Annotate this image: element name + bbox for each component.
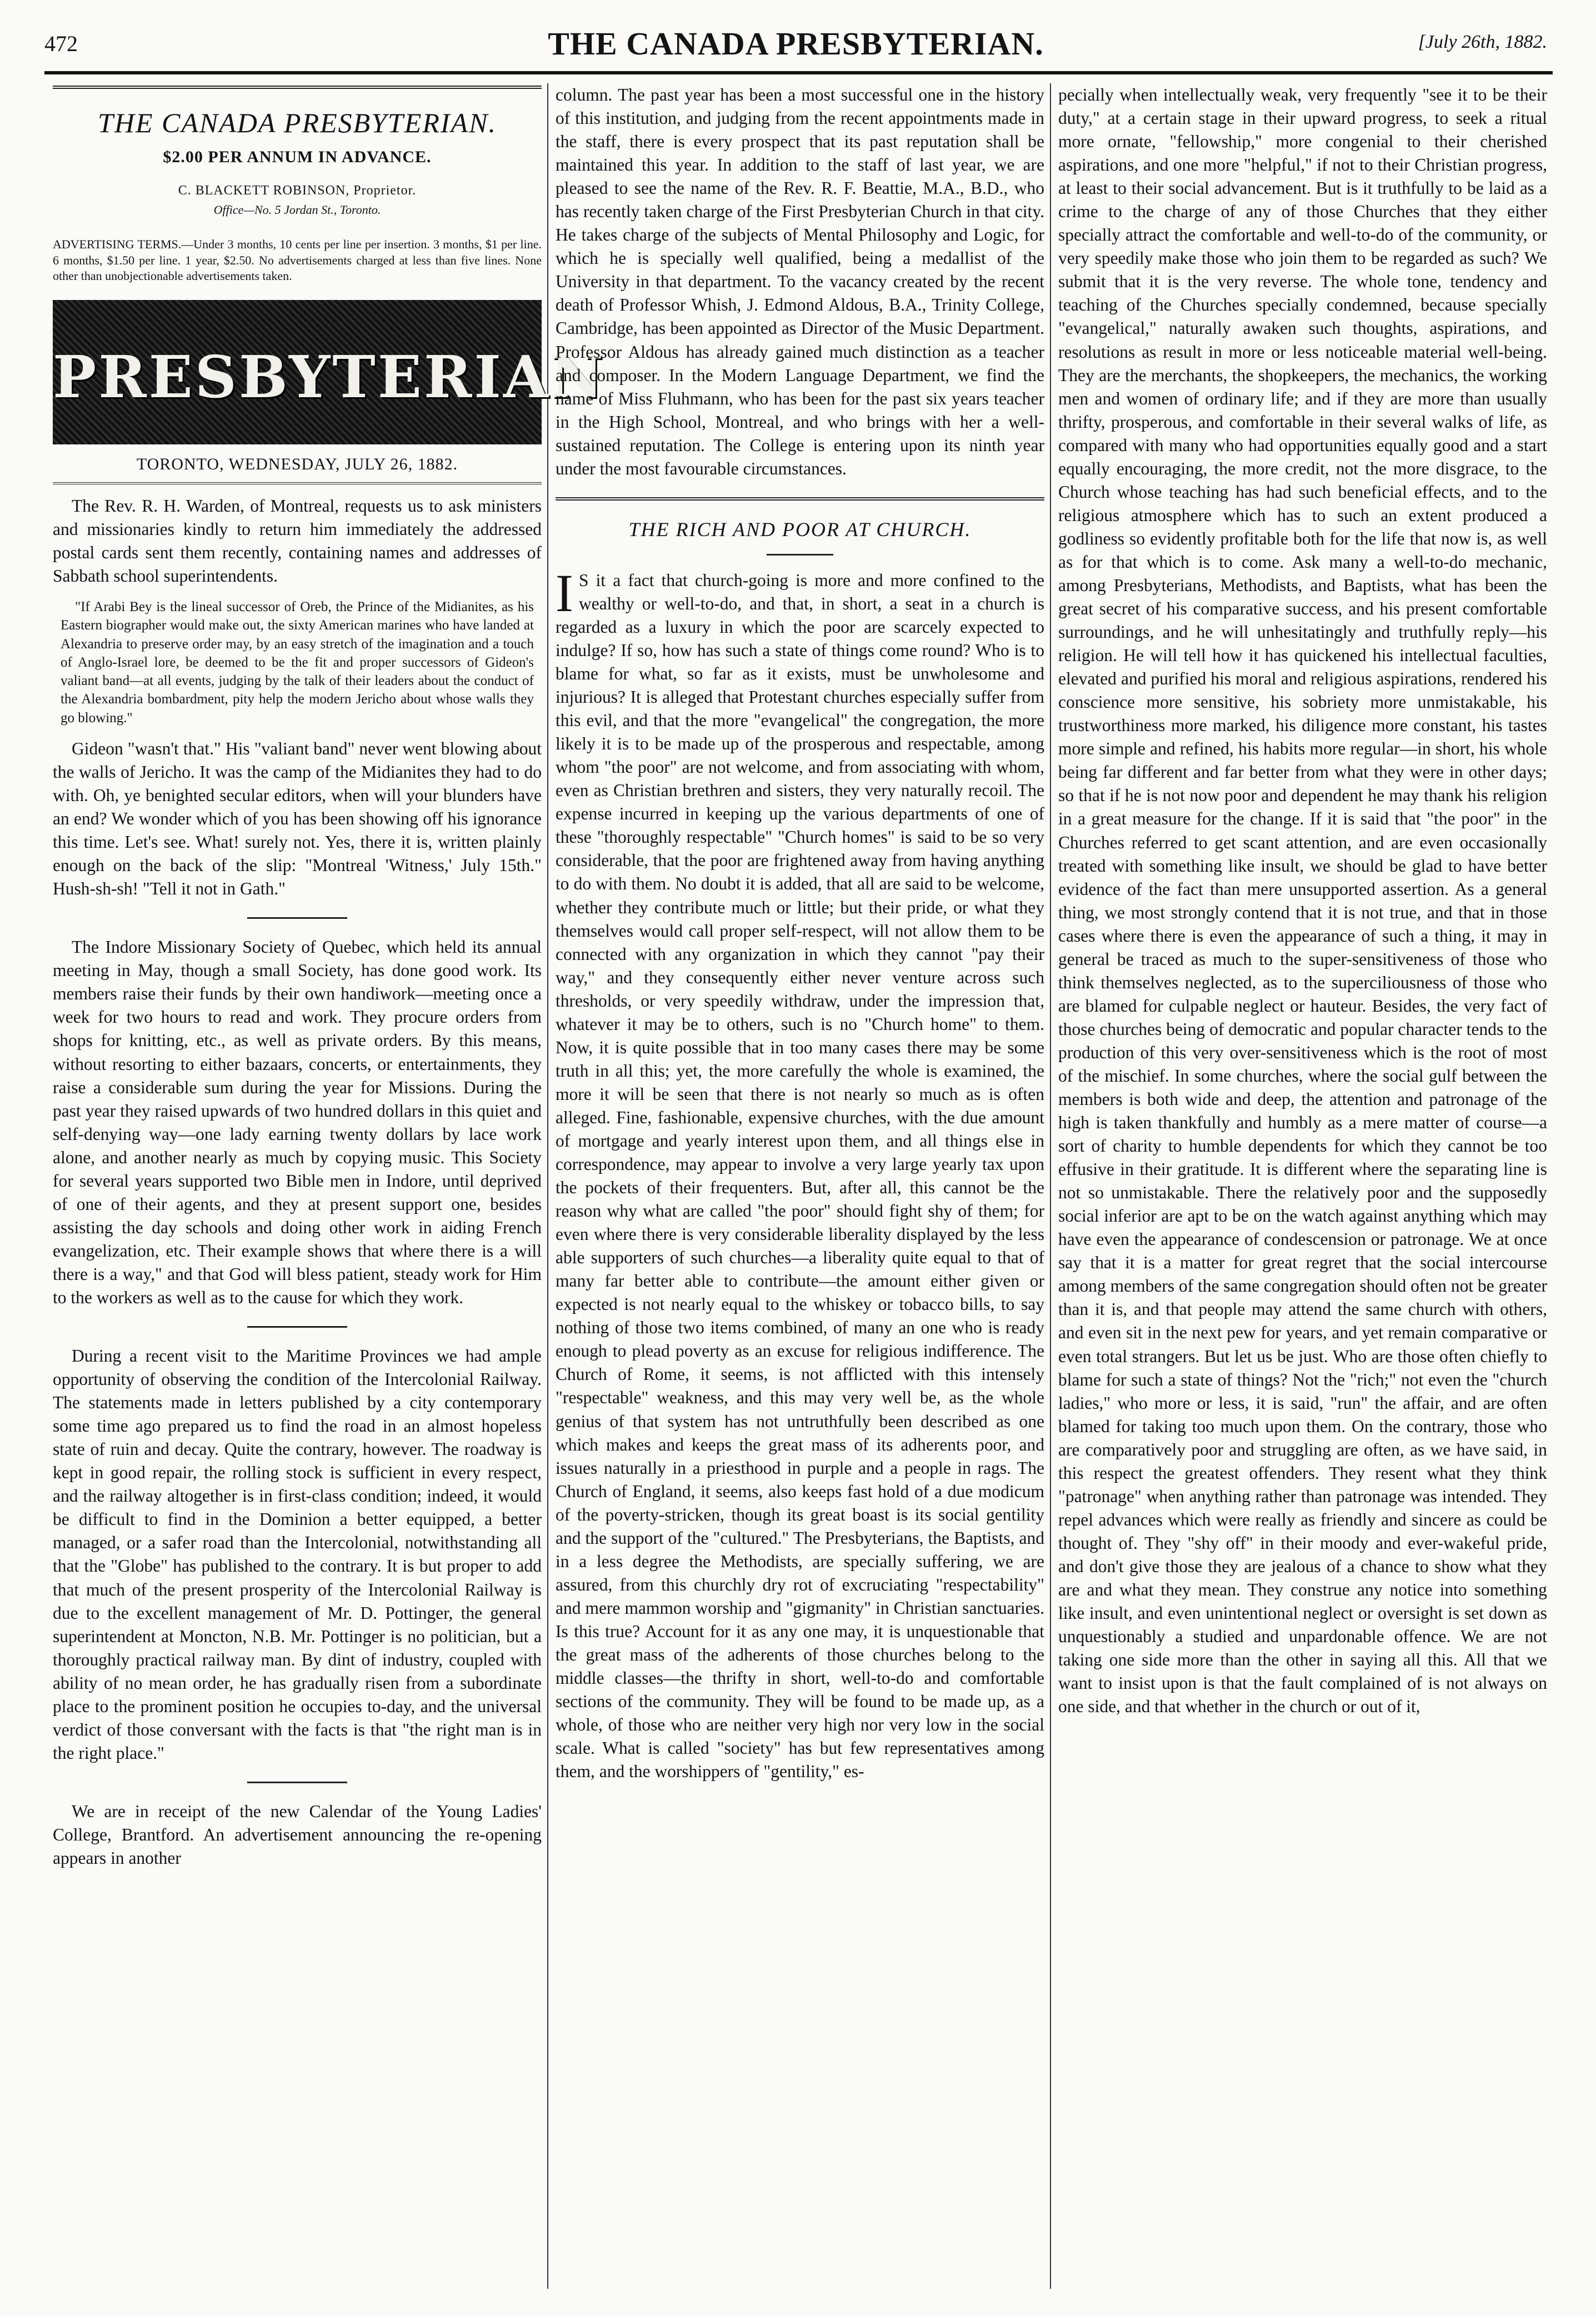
maritime-paragraph: During a recent visit to the Maritime Provinces we had ample opportunity of observing the condition of the Intercolonial Railway. The statements made in letters published by a city contemporary some time ago prepared us to find the road in an almost hopeless state of ruin and decay. Quite the contrary, however. The roadway is kept in good repair, the rolling stock is sufficient in every respect, and the railway altogether is in first-class condition; indeed, it would be difficult to find in the Dominion a better equipped, a better managed, or a safer road than the Intercolonial, notwithstanding all that the "Globe" has published to the contrary. It is but proper to add that much of the present prosperity of the Intercolonial Railway is due to the excellent management of Mr. D. Pottinger, the general superintendent at Moncton, N.B. Mr. Pottinger is no politician, but a thoroughly practical railway man. By dint of industry, coupled with ability of no mean order, he has gradually risen from a subordinate place to the prominent position he occupies to-day, and the universal verdict of those conversant with the facts is that "the right man is in the right place.": [53, 1346, 542, 1763]
column-1: [53, 83, 606, 2294]
banner-word: PRESBYTERIAN: [53, 342, 606, 411]
gideon-paragraph: Gideon "wasn't that." His "valiant band" never went blowing about the walls of Jericho. It was the camp of the Midianites they had to do with. Oh, ye benighted secular editors, when will your blunders have an end? We wonder which of you has been showing off his ignorance this time. Let's see. What! surely not. Yes, there it is, written plainly enough on the back of the slip: "Montreal 'Witness,' July 15th." Hush-sh-sh! "Tell it not in Gath.": [53, 738, 542, 899]
column-divider-1: [547, 83, 548, 2289]
office-address: Office—No. 5 Jordan St., Toronto.: [213, 202, 381, 217]
nameplate-rule: [53, 86, 542, 89]
column-divider-2: [1050, 83, 1051, 2289]
header-rule: [44, 71, 1553, 74]
separator: [247, 1326, 347, 1328]
page-header: [39, 25, 1553, 67]
calendar-paragraph: We are in receipt of the new Calendar of the Young Ladies' College, Brantford. An advertisement announcing the re-opening appears in another: [53, 1801, 542, 1868]
advertising-terms: ADVERTISING TERMS.—Under 3 months, 10 cents per line per insertion. 3 months, $1 per line. 6 months, $1.50 per line. 1 year, $2.50. No advertisements charged at less than five lines. None other than unobjectionable advertisements taken.: [53, 237, 542, 283]
column-3: [1058, 83, 1547, 2294]
calendar-continuation: column. The past year has been a most successful one in the history of this institution, and judging from the recent appointments made in the staff, there is every prospect that its past reputation shall be maintained this year. In addition to the staff of last year, we are pleased to see the name of the Rev. R. F. Beattie, M.A., B.D., who has recently taken charge of the First Presbyterian Church in that city. He takes charge of the subjects of Mental Philosophy and Logic, for which he is specially well qualified, being a medallist of the University in that department. To the vacancy created by the recent death of Professor Whish, J. Edmond Aldous, B.A., Trinity College, Cambridge, has been appointed as Director of the Music Department. Professor Aldous has already gained much distinction as a teacher and composer. In the Modern Language Department, we find the name of Miss Fluhmann, who has been for the past six years teacher in the High School, Montreal, and who brings with her a well-sustained reputation. The College is entering upon its ninth year under the most favourable circumstances.: [556, 85, 1044, 478]
page-number: 472: [44, 31, 78, 56]
drop-cap: I: [556, 563, 573, 623]
article-rule: [556, 497, 1044, 501]
article-continuation: pecially when intellectually weak, very frequently "see it to be their duty," at a certain stage in their upward progress, to seek a ritual more ornate, "fellowship," more congenial to their cherished aspirations, and one more "helpful," if not to their Christian progress, at least to their social advancement. But is it truthfully to be laid as a crime to the charge of any of those Churches that they either specially attract the comfortable and well-to-do of the community, or very speedily make those who join them to be regarded as such? We submit that it is the very reverse. The whole tone, tendency and teaching of the Churches specially condemned, because specially "evangelical," naturally awaken such thoughts, aspirations, and resolutions as result in more or less noticeable material well-being. They are the merchants, the shopkeepers, the mechanics, the working men and women of ordinary life; and if they are more than usually thrifty, prosperous, and comfortable in their several walks of life, as compared with many who had opportunities equally good and a start equally encouraging, the more credit, not the more disgrace, to the Church whose teaching has had such beneficial effects, and to the religious atmosphere which has to such an extent produced a godliness so evidently profitable both for the life that now is, as well as for that which is to come. Ask many a well-to-do mechanic, among Presbyterians, Methodists, and Baptists, what has been the great secret of his comparative success, and his present comfortable surroundings, and he will unhesitatingly and truthfully reply—his religion. He will tell how it has quickened his intellectual faculties, elevated and purified his moral and religious aspirations, rendered his conscience more sensitive, his sobriety more unmistakable, his trustworthiness more marked, his diligence more constant, his tastes more simple and refined, his habits more regular—in short, his whole being far different and far better from what they were in other days; so that if he is not now poor and dependent he may thank his religion in a great measure for the change. If it is said that "the poor" in the Churches referred to get scant attention, and are even occasionally treated with something like insult, we should be glad to have better evidence of the fact than mere unsupported assertion. As a general thing, we most strongly contend that it is not true, and that in those cases where there is even the appearance of such a thing, it may in general be traced as much to the super-sensitiveness of those who think themselves neglected, as to the superciliousness of those who are blamed for culpable neglect or hauteur. Besides, the very fact of those churches being of democratic and popular character tends to the production of this very over-sensitiveness which is the root of most of the mischief. In some churches, where the social gulf between the members is both wide and deep, the attention and patronage of the high is taken thankfully and humbly as a mere matter of course—a sort of charity to humble dependents for which they cannot be too effusive in their gratitude. It is different where the separating line is not so unmistakable. There the relatively poor and the supposedly social inferior are apt to be on the watch against anything which may have even the appearance of condescension or patronage. We at once say that it is a matter for great regret that the social intercourse among members of the same congregation should often not be greater than it is, and that people may attend the same church with others, and even sit in the next pew for years, and yet remain comparative or even total strangers. But let us be just. Who are those often chiefly to blame for such a state of things? Not the "rich;" not even the "church ladies," who more or less, it is said, "run" the affair, and are often blamed for taking too much upon them. On the contrary, those who are comparatively poor and struggling are often, as we have said, in this respect the greatest offenders. They resent what they think "patronage" when anything rather than patronage was intended. They repel advances which were really as friendly and sincere as could be thought of. They "shy off" in their moody and ever-wakeful pride, and don't give those they are jealous of a chance to show what they are and what they mean. They construe any notice into something like insult, and even unintentional neglect or oversight is set down as unquestionably a studied and unpardonable offence. We are not taking one side more than the other in saying all this. All that we want to insist upon is that the fault complained of is not always on one side, and that whether in the church or out of it,: [1058, 85, 1547, 1717]
article-body-text: S it a fact that church-going is more and more confined to the wealthy or well-to-do, and that, in short, a seat in a church is regarded as a luxury in which the poor are scarcely expected to indulge? If so, how has such a state of things come round? Who is to blame for what, so far as it exists, must be unwholesome and injurious? It is alleged that Protestant churches especially suffer from this evil, and that the more "evangelical" the congregation, the more likely it is to be made up of the prosperous and respectable, among whom "the poor" are not welcome, and from associating with whom, even as Christian brethren and sisters, they very naturally recoil. The expense incurred in keeping up the various departments of one of these "thoroughly respectable" "Church homes" is said to be so very considerable, that the poor are frightened away from having anything to do with them. No doubt it is added, that all are said to be welcome, whether they contribute much or little; but their pride, or what they themselves would call proper self-respect, will not allow them to be connected with any organization in which they cannot "pay their way," and they consequently either never venture across such thresholds, or very speedily withdraw, under the impression that, whatever it may be to others, such is no "Church home" to them. Now, it is quite possible that in too many cases there may be some truth in all this; yet, the more carefully the whole is examined, the more it will be seen that there is not nearly so much as is often alleged. Fine, fashionable, expensive churches, with the due amount of mortgage and yearly interest upon them, and all things else in correspondence, may appear to involve a very large yearly tax upon the pockets of their frequenters. But, after all, this cannot be the reason why what are called "the poor" should fight shy of them; for even where there is very considerable liberality displayed by the less able supporters of such churches—a liberality quite equal to that of many far better able to contribute—the amount either given or expected is not nearly equal to the whiskey or tobacco bills, to say nothing of those two items combined, of many an one who is ready enough to plead poverty as an excuse for religious indifference. The Church of Rome, it seems, is not afflicted with this intensely "respectable" weakness, and this may very well be, as the whole genius of that system has not untruthfully been described as one which makes and keeps the great mass of its adherents poor, and issues naturally in a priesthood in purple and a people in rags. The Church of England, it seems, also keeps fast hold of a due modicum of the poverty-stricken, though its great boast is its social gentility and the support of the "cultured." The Presbyterians, the Baptists, and in a less degree the Methodists, are specially suffering, we are assured, from this churchly dry rot of excruciating "respectability" and mere mammon worship and "gigmanity" in Christian sanctuaries. Is this true? Account for it as any one may, it is unquestionable that the great mass of the adherents of those churches belong to the middle classes—the thrifty in short, well-to-do and comfortable sections of the community. They will be found to be made up, as a whole, of those who are neither very high nor very low in the social scale. What is called "society" has but few representatives among them, and the worshippers of "gentility," es-: [556, 570, 1044, 1782]
arabi-quote-text: "If Arabi Bey is the lineal successor of Oreb, the Prince of the Midianites, as his Eastern biographer would make out, the sixty American marines who have landed at Alexandria to preserve order may, by an easy stretch of the imagination and a touch of Anglo-Israel lore, be deemed to be the fit and proper successors of Gideon's valiant band—at all events, judging by the talk of their leaders about the conduct of the Alexandria bombardment, pity help the modern Jericho about whose walls they go blowing.": [61, 599, 534, 726]
column-2: [556, 83, 1044, 2294]
publisher-line: C. BLACKETT ROBINSON, Proprietor.: [178, 183, 417, 198]
article-title: THE RICH AND POOR AT CHURCH.: [628, 518, 972, 541]
masthead-title: THE CANADA PRESBYTERIAN.: [548, 26, 1044, 62]
indore-paragraph: The Indore Missionary Society of Quebec, which held its annual meeting in May, though a small Society, has done good work. Its members raise their funds by their own handiwork—meeting once a week for two hours to read and work. They procure orders from shops for knitting, etc., as well as private orders. By this means, without resorting to either bazaars, concerts, or entertainments, they raise a considerable sum during the year for Missions. During the past year they raised upwards of two hundred dollars in this quiet and self-denying way—one lady earning twenty dollars by lace work alone, and another nearly as much by copying music. This Society for several years supported two Bible men in Indore, until deprived of one of their agents, and they at present support one, besides assisting the day schools and doing other work in aiding French evangelization, etc. Their example shows that where there is a will there is a way," and that God will bless patient, steady work for Him to the workers as well as to the cause for which they work.: [53, 937, 542, 1307]
subscription-price: $2.00 PER ANNUM IN ADVANCE.: [163, 147, 432, 166]
arabi-quote: [61, 598, 534, 727]
article-body: [556, 563, 1044, 1783]
separator: [247, 917, 347, 919]
presbyterian-banner: [53, 300, 606, 444]
separator: [247, 1782, 347, 1783]
nameplate-title: THE CANADA PRESBYTERIAN.: [98, 107, 497, 138]
title-underline: [767, 554, 833, 556]
warden-notice: The Rev. R. H. Warden, of Montreal, requests us to ask ministers and missionaries kindly to return him immediately the addressed postal cards sent them recently, containing names and addresses of Sabbath school superintendents.: [53, 496, 542, 586]
dateline: TORONTO, WEDNESDAY, JULY 26, 1882.: [53, 444, 542, 484]
issue-date: [July 26th, 1882.: [1418, 32, 1547, 52]
